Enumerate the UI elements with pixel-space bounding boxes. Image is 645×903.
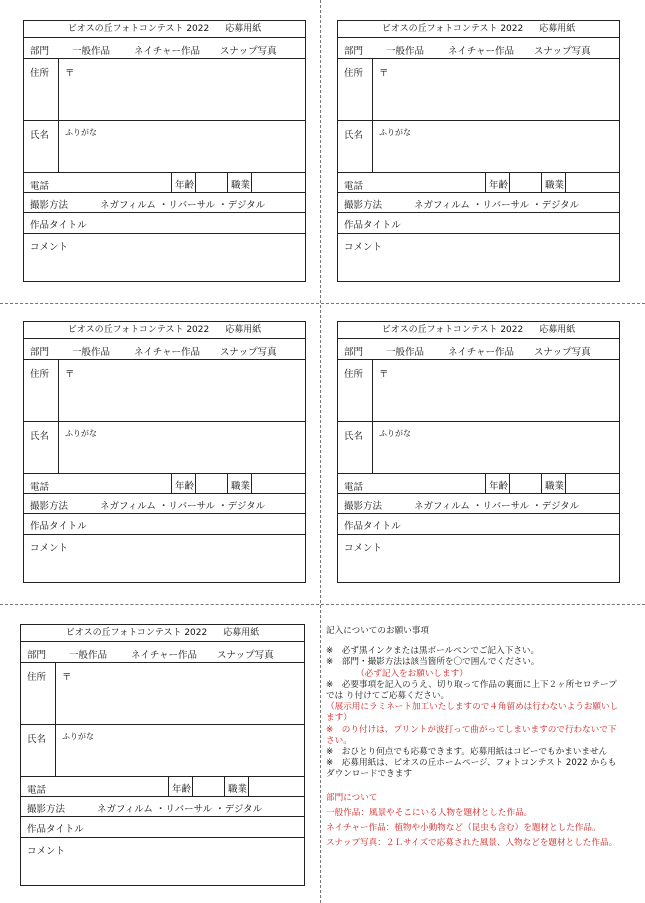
method-options[interactable]: ネガフィルム ・リバーサル ・デジタル (97, 804, 263, 815)
work-title-label: 作品タイトル (344, 220, 401, 231)
furigana-label: ふりがな (65, 429, 97, 438)
comment-label: コメント (30, 242, 69, 253)
name-row[interactable] (338, 422, 619, 474)
category-nature[interactable]: ネイチャー作品 (448, 46, 515, 57)
address-row[interactable] (338, 360, 619, 422)
postal-mark: 〒 (379, 68, 389, 79)
category-general[interactable]: 一般作品 (386, 46, 425, 57)
category-label: 部門 (27, 650, 47, 661)
entry-form (337, 321, 620, 583)
note-line: ダウンロードできます (326, 769, 412, 780)
name-row[interactable] (338, 121, 619, 173)
address-row[interactable] (24, 360, 305, 422)
category-label: 部門 (30, 347, 50, 358)
address-row[interactable] (24, 59, 305, 121)
category-row (24, 339, 305, 360)
form-title-row (24, 322, 305, 339)
horizontal-cut-line (0, 604, 645, 605)
furigana-label: ふりがな (65, 128, 97, 137)
note-line: さい。 (326, 735, 352, 746)
vertical-cut-line (320, 0, 321, 903)
category-label: 部門 (344, 347, 364, 358)
category-snap[interactable]: スナップ写真 (534, 46, 591, 57)
contact-row (24, 173, 305, 193)
entry-form (20, 624, 305, 886)
comment-label: コメント (30, 543, 69, 554)
category-row (21, 642, 304, 663)
category-label: 部門 (344, 46, 364, 57)
furigana-label: ふりがな (379, 429, 411, 438)
form-name: 応募用紙 (225, 325, 262, 335)
name-label: 氏名 (27, 734, 47, 745)
phone-label: 電話 (344, 181, 364, 192)
phone-label: 電話 (344, 482, 364, 493)
note-line: ※ おひとり何点でも応募できます。応募用紙はコピーでもかまいません (326, 747, 608, 758)
job-label: 職業 (545, 180, 565, 191)
phone-label: 電話 (30, 181, 50, 192)
furigana-label: ふりがな (379, 128, 411, 137)
method-options[interactable]: ネガフィルム ・リバーサル ・デジタル (414, 501, 580, 512)
category-row (338, 339, 619, 360)
category-nature[interactable]: ネイチャー作品 (134, 46, 201, 57)
category-general[interactable]: 一般作品 (72, 347, 111, 358)
method-label: 撮影方法 (344, 501, 383, 512)
method-row (338, 193, 619, 213)
age-label: 年齢 (489, 180, 509, 191)
method-label: 撮影方法 (344, 200, 383, 211)
work-title-row[interactable] (21, 817, 304, 838)
work-title-row[interactable] (24, 213, 305, 234)
method-label: 撮影方法 (27, 804, 66, 815)
contest-title: ビオスの丘フォトコンテスト 2022 (65, 628, 208, 638)
note-line: （必ず記入をお願いします） (326, 668, 468, 679)
method-row (24, 193, 305, 213)
comment-row[interactable] (338, 234, 619, 281)
name-label: 氏名 (344, 130, 364, 141)
address-row[interactable] (338, 59, 619, 121)
name-row[interactable] (24, 422, 305, 474)
contest-title: ビオスの丘フォトコンテスト 2022 (381, 325, 524, 335)
method-label: 撮影方法 (30, 501, 69, 512)
horizontal-cut-line (0, 303, 645, 304)
form-title-row (24, 21, 305, 38)
note-line: ※ のり付けは、プリントが波打って曲がってしまいますので行わないで下 (326, 724, 617, 735)
note-line: ※ 応募用紙は、ビオスの丘ホームページ、フォトコンテスト 2022 からも (326, 758, 617, 769)
form-name: 応募用紙 (539, 325, 576, 335)
work-title-label: 作品タイトル (344, 521, 401, 532)
postal-mark: 〒 (379, 369, 389, 380)
entry-form (23, 20, 306, 282)
category-general[interactable]: 一般作品 (69, 650, 108, 661)
job-label: 職業 (231, 180, 251, 191)
age-label: 年齢 (175, 180, 195, 191)
postal-mark: 〒 (65, 369, 75, 380)
note-line: では り付けてご応募ください。 (326, 691, 450, 702)
work-title-row[interactable] (338, 213, 619, 234)
category-nature[interactable]: ネイチャー作品 (131, 650, 198, 661)
name-row[interactable] (21, 725, 304, 777)
address-label: 住所 (344, 68, 364, 79)
category-snap[interactable]: スナップ写真 (217, 650, 274, 661)
entry-notes (326, 626, 626, 849)
form-name: 応募用紙 (223, 628, 260, 638)
job-label: 職業 (228, 784, 248, 795)
method-row (21, 797, 304, 817)
note-line: ※ 部門・撮影方法は該当箇所を〇で囲んでください。 (326, 657, 540, 668)
age-label: 年齢 (175, 481, 195, 492)
contact-row (338, 474, 619, 494)
category-general[interactable]: 一般作品 (386, 347, 425, 358)
contest-title: ビオスの丘フォトコンテスト 2022 (67, 24, 210, 34)
form-title-row (338, 21, 619, 38)
category-general[interactable]: 一般作品 (72, 46, 111, 57)
comment-label: コメント (27, 846, 66, 857)
job-label: 職業 (231, 481, 251, 492)
category-row (338, 38, 619, 59)
entry-form (337, 20, 620, 282)
name-row[interactable] (24, 121, 305, 173)
name-label: 氏名 (344, 431, 364, 442)
method-options[interactable]: ネガフィルム ・リバーサル ・デジタル (100, 501, 266, 512)
category-desc: 一般作品：風景やそこにいる人物を題材とした作品。 (326, 807, 533, 818)
postal-mark: 〒 (65, 68, 75, 79)
comment-label: コメント (344, 543, 383, 554)
work-title-row[interactable] (338, 514, 619, 535)
note-line: ます） (326, 713, 352, 724)
category-heading: 部門について (326, 792, 378, 803)
category-snap[interactable]: スナップ写真 (534, 347, 591, 358)
postal-mark: 〒 (62, 672, 72, 683)
category-label: 部門 (30, 46, 50, 57)
name-label: 氏名 (30, 431, 50, 442)
note-line: ※ 必ず黒インクまたは黒ボールペンでご記入下さい。 (326, 646, 540, 657)
category-desc: スナップ写真：２Ｌサイズで応募された風景、人物などを題材とした作品。 (326, 838, 618, 849)
notes-heading: 記入についてのお願い事項 (326, 626, 429, 636)
category-nature[interactable]: ネイチャー作品 (134, 347, 201, 358)
furigana-label: ふりがな (62, 732, 94, 741)
category-snap[interactable]: スナップ写真 (220, 347, 277, 358)
age-label: 年齢 (489, 481, 509, 492)
form-title-row (338, 322, 619, 339)
note-line: （展示用にラミネート加工いたしますので４角留めは行わないようお願いし (326, 702, 619, 713)
age-label: 年齢 (172, 784, 192, 795)
category-row (24, 38, 305, 59)
address-row[interactable] (21, 663, 304, 725)
address-label: 住所 (30, 68, 50, 79)
form-title-row (21, 625, 304, 642)
work-title-label: 作品タイトル (27, 824, 84, 835)
entry-form (23, 321, 306, 583)
comment-row[interactable] (24, 234, 305, 281)
work-title-label: 作品タイトル (30, 220, 87, 231)
comment-label: コメント (344, 242, 383, 253)
name-label: 氏名 (30, 130, 50, 141)
category-desc: ネイチャー作品：植物や小動物など（昆虫も含む）を題材とした作品。 (326, 823, 601, 834)
comment-row[interactable] (338, 535, 619, 582)
phone-label: 電話 (30, 482, 50, 493)
comment-row[interactable] (21, 838, 304, 885)
address-label: 住所 (30, 369, 50, 380)
address-label: 住所 (27, 672, 47, 683)
contact-row (338, 173, 619, 193)
category-snap[interactable]: スナップ写真 (220, 46, 277, 57)
contest-title: ビオスの丘フォトコンテスト 2022 (67, 325, 210, 335)
contact-row (21, 777, 304, 797)
comment-row[interactable] (24, 535, 305, 582)
note-line: ※ 必要事項を記入のうえ、切り取って作品の裏面に上下２ヶ所セロテープ (326, 679, 617, 690)
work-title-row[interactable] (24, 514, 305, 535)
job-label: 職業 (545, 481, 565, 492)
method-row (338, 494, 619, 514)
method-options[interactable]: ネガフィルム ・リバーサル ・デジタル (100, 200, 266, 211)
method-options[interactable]: ネガフィルム ・リバーサル ・デジタル (414, 200, 580, 211)
form-name: 応募用紙 (225, 24, 262, 34)
phone-label: 電話 (27, 785, 47, 796)
method-row (24, 494, 305, 514)
contest-title: ビオスの丘フォトコンテスト 2022 (381, 24, 524, 34)
form-name: 応募用紙 (539, 24, 576, 34)
address-label: 住所 (344, 369, 364, 380)
category-nature[interactable]: ネイチャー作品 (448, 347, 515, 358)
contact-row (24, 474, 305, 494)
work-title-label: 作品タイトル (30, 521, 87, 532)
method-label: 撮影方法 (30, 200, 69, 211)
